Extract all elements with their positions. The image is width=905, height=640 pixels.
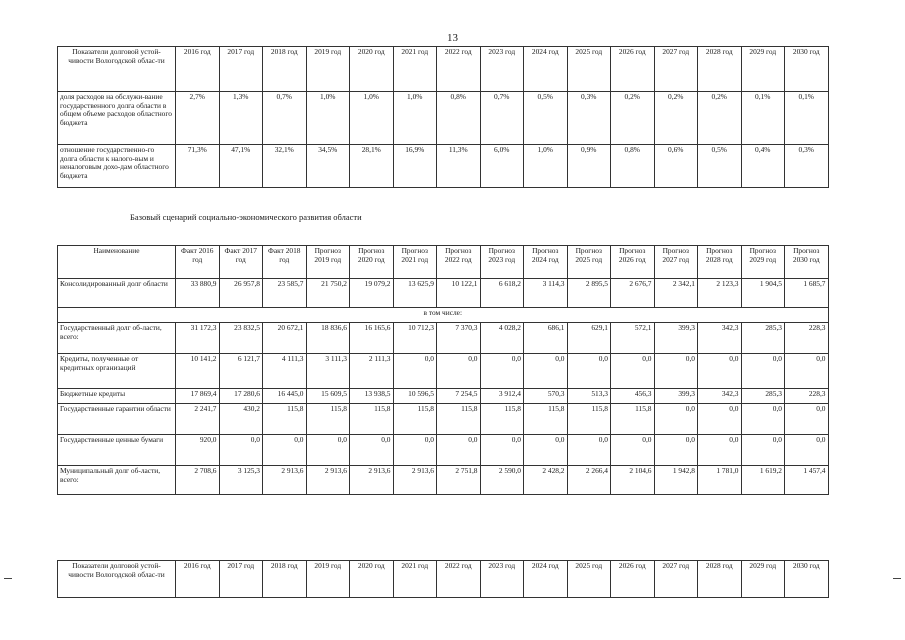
cell: 19 079,2 bbox=[350, 279, 394, 308]
header-col: 2022 год bbox=[437, 47, 481, 92]
cell: 2 913,6 bbox=[350, 466, 394, 495]
cell: 2 123,3 bbox=[698, 279, 742, 308]
header-col: Факт 2016 год bbox=[176, 246, 220, 279]
including-label: в том числе: bbox=[58, 308, 829, 323]
cell: 33 880,9 bbox=[176, 279, 220, 308]
header-col: 2029 год bbox=[741, 561, 785, 598]
cell: 0,9% bbox=[567, 145, 611, 188]
cell: 21 750,2 bbox=[306, 279, 350, 308]
row-label: Государственный долг об-ласти, всего: bbox=[58, 323, 176, 354]
cell: 0,0 bbox=[567, 435, 611, 466]
table-header-row bbox=[58, 47, 829, 92]
cell: 0,8% bbox=[611, 145, 655, 188]
cell: 2 111,3 bbox=[350, 354, 394, 389]
cell: 0,0 bbox=[611, 354, 655, 389]
table-row bbox=[58, 92, 829, 145]
cell: 0,2% bbox=[611, 92, 655, 145]
cell: 23 832,5 bbox=[219, 323, 263, 354]
cell: 1 619,2 bbox=[741, 466, 785, 495]
table-header-row bbox=[58, 561, 829, 598]
cell: 7 254,5 bbox=[437, 389, 481, 404]
debt-sustainability-table bbox=[57, 46, 829, 188]
debt-sustainability-table-continued bbox=[57, 560, 829, 598]
cell: 0,3% bbox=[567, 92, 611, 145]
cell: 23 585,7 bbox=[263, 279, 307, 308]
cell: 0,0 bbox=[480, 435, 524, 466]
cell: 2 241,7 bbox=[176, 404, 220, 435]
cell: 1 904,5 bbox=[741, 279, 785, 308]
cell: 0,0 bbox=[393, 435, 437, 466]
cell: 1 942,8 bbox=[654, 466, 698, 495]
right-edge-mark bbox=[893, 578, 901, 579]
cell: 2 676,7 bbox=[611, 279, 655, 308]
cell: 2 751,8 bbox=[437, 466, 481, 495]
cell: 115,8 bbox=[567, 404, 611, 435]
cell: 0,2% bbox=[654, 92, 698, 145]
table-row-guarantees bbox=[58, 404, 829, 435]
header-col: Прогноз 2025 год bbox=[567, 246, 611, 279]
cell: 570,3 bbox=[524, 389, 568, 404]
header-col: 2023 год bbox=[480, 47, 524, 92]
header-col: 2027 год bbox=[654, 561, 698, 598]
header-col: 2030 год bbox=[785, 47, 829, 92]
table-row-state-debt bbox=[58, 323, 829, 354]
header-col: 2022 год bbox=[437, 561, 481, 598]
cell: 572,1 bbox=[611, 323, 655, 354]
cell: 10 141,2 bbox=[176, 354, 220, 389]
header-col: 2028 год bbox=[698, 47, 742, 92]
cell: 399,3 bbox=[654, 389, 698, 404]
header-col: 2025 год bbox=[567, 561, 611, 598]
header-col: 2019 год bbox=[306, 561, 350, 598]
cell: 115,8 bbox=[263, 404, 307, 435]
cell: 0,6% bbox=[654, 145, 698, 188]
cell: 0,0 bbox=[524, 354, 568, 389]
row-label: доля расходов на обслужи-вание государственного долга области в общем объеме расходов областного бюджета bbox=[58, 92, 176, 145]
header-col: Прогноз 2024 год bbox=[524, 246, 568, 279]
header-col: 2020 год bbox=[350, 561, 394, 598]
cell: 2 913,6 bbox=[306, 466, 350, 495]
header-col: Факт 2017 год bbox=[219, 246, 263, 279]
cell: 0,0 bbox=[480, 354, 524, 389]
table-row bbox=[58, 145, 829, 188]
cell: 16 445,0 bbox=[263, 389, 307, 404]
header-col: 2019 год bbox=[306, 47, 350, 92]
cell: 10 122,1 bbox=[437, 279, 481, 308]
cell: 1 781,0 bbox=[698, 466, 742, 495]
header-col: Прогноз 2029 год bbox=[741, 246, 785, 279]
cell: 18 836,6 bbox=[306, 323, 350, 354]
cell: 2 913,6 bbox=[393, 466, 437, 495]
cell: 31 172,3 bbox=[176, 323, 220, 354]
header-col: 2027 год bbox=[654, 47, 698, 92]
header-col: 2023 год bbox=[480, 561, 524, 598]
debt-structure-table bbox=[57, 245, 829, 495]
cell: 115,8 bbox=[393, 404, 437, 435]
cell: 17 280,6 bbox=[219, 389, 263, 404]
cell: 10 712,3 bbox=[393, 323, 437, 354]
cell: 0,0 bbox=[785, 404, 829, 435]
header-col: 2017 год bbox=[219, 47, 263, 92]
cell: 2 104,6 bbox=[611, 466, 655, 495]
cell: 0,0 bbox=[654, 435, 698, 466]
cell: 0,0 bbox=[393, 354, 437, 389]
cell: 47,1% bbox=[219, 145, 263, 188]
header-col: Прогноз 2019 год bbox=[306, 246, 350, 279]
header-col: Прогноз 2028 год bbox=[698, 246, 742, 279]
cell: 0,5% bbox=[698, 145, 742, 188]
cell: 2 342,1 bbox=[654, 279, 698, 308]
cell: 3 912,4 bbox=[480, 389, 524, 404]
cell: 3 114,3 bbox=[524, 279, 568, 308]
header-label: Наименование bbox=[58, 246, 176, 279]
cell: 0,4% bbox=[741, 145, 785, 188]
cell: 0,0 bbox=[611, 435, 655, 466]
cell: 15 609,5 bbox=[306, 389, 350, 404]
cell: 342,3 bbox=[698, 389, 742, 404]
cell: 0,7% bbox=[263, 92, 307, 145]
page-number: 13 bbox=[447, 32, 458, 44]
cell: 115,8 bbox=[437, 404, 481, 435]
row-label: Государственные ценные бумаги bbox=[58, 435, 176, 466]
cell: 513,3 bbox=[567, 389, 611, 404]
header-label: Показатели долговой устой-чивости Вологодской облас-ти bbox=[58, 561, 176, 598]
cell: 228,3 bbox=[785, 389, 829, 404]
cell: 0,0 bbox=[437, 354, 481, 389]
table-row-securities bbox=[58, 435, 829, 466]
row-label: Кредиты, полученные от кредитных организаций bbox=[58, 354, 176, 389]
cell: 3 111,3 bbox=[306, 354, 350, 389]
cell: 0,0 bbox=[741, 354, 785, 389]
cell: 0,0 bbox=[437, 435, 481, 466]
header-col: Прогноз 2026 год bbox=[611, 246, 655, 279]
cell: 2 590,0 bbox=[480, 466, 524, 495]
header-col: 2018 год bbox=[263, 561, 307, 598]
cell: 456,3 bbox=[611, 389, 655, 404]
cell: 0,5% bbox=[524, 92, 568, 145]
cell: 0,7% bbox=[480, 92, 524, 145]
row-label: Бюджетные кредиты bbox=[58, 389, 176, 404]
cell: 71,3% bbox=[176, 145, 220, 188]
cell: 920,0 bbox=[176, 435, 220, 466]
row-label: Государственные гарантии области bbox=[58, 404, 176, 435]
header-col: 2026 год bbox=[611, 561, 655, 598]
cell: 20 672,1 bbox=[263, 323, 307, 354]
table-row-consolidated bbox=[58, 279, 829, 308]
cell: 115,8 bbox=[306, 404, 350, 435]
cell: 686,1 bbox=[524, 323, 568, 354]
cell: 1 685,7 bbox=[785, 279, 829, 308]
cell: 228,3 bbox=[785, 323, 829, 354]
cell: 2 708,6 bbox=[176, 466, 220, 495]
cell: 0,0 bbox=[741, 435, 785, 466]
cell: 0,8% bbox=[437, 92, 481, 145]
header-col: Прогноз 2021 год bbox=[393, 246, 437, 279]
header-col: 2024 год bbox=[524, 561, 568, 598]
table-row-municipal bbox=[58, 466, 829, 495]
header-col: 2021 год bbox=[393, 561, 437, 598]
cell: 3 125,3 bbox=[219, 466, 263, 495]
cell: 2,7% bbox=[176, 92, 220, 145]
table-header-row bbox=[58, 246, 829, 279]
cell: 285,3 bbox=[741, 389, 785, 404]
header-col: Факт 2018 год bbox=[263, 246, 307, 279]
cell: 115,8 bbox=[524, 404, 568, 435]
cell: 26 957,8 bbox=[219, 279, 263, 308]
cell: 2 428,2 bbox=[524, 466, 568, 495]
cell: 1,0% bbox=[350, 92, 394, 145]
header-col: 2021 год bbox=[393, 47, 437, 92]
cell: 10 596,5 bbox=[393, 389, 437, 404]
cell: 115,8 bbox=[611, 404, 655, 435]
header-col: Прогноз 2022 год bbox=[437, 246, 481, 279]
header-col: 2024 год bbox=[524, 47, 568, 92]
cell: 16 165,6 bbox=[350, 323, 394, 354]
scenario-caption: Базовый сценарий социально-экономического развития области bbox=[130, 212, 362, 222]
cell: 0,0 bbox=[567, 354, 611, 389]
cell: 1 457,4 bbox=[785, 466, 829, 495]
cell: 430,2 bbox=[219, 404, 263, 435]
cell: 0,0 bbox=[698, 435, 742, 466]
cell: 7 370,3 bbox=[437, 323, 481, 354]
header-col: 2029 год bbox=[741, 47, 785, 92]
cell: 1,0% bbox=[306, 92, 350, 145]
cell: 629,1 bbox=[567, 323, 611, 354]
cell: 0,1% bbox=[785, 92, 829, 145]
cell: 0,0 bbox=[219, 435, 263, 466]
left-edge-mark bbox=[4, 578, 12, 579]
cell: 0,0 bbox=[698, 404, 742, 435]
header-col: Прогноз 2027 год bbox=[654, 246, 698, 279]
cell: 0,0 bbox=[785, 354, 829, 389]
cell: 115,8 bbox=[350, 404, 394, 435]
row-label: отношение государственно-го долга области к налого-вым и неналоговым дохо-дам областного бюджета bbox=[58, 145, 176, 188]
cell: 0,2% bbox=[698, 92, 742, 145]
cell: 4 028,2 bbox=[480, 323, 524, 354]
cell: 11,3% bbox=[437, 145, 481, 188]
cell: 1,3% bbox=[219, 92, 263, 145]
header-col: 2020 год bbox=[350, 47, 394, 92]
cell: 13 625,9 bbox=[393, 279, 437, 308]
header-col: Прогноз 2020 год bbox=[350, 246, 394, 279]
cell: 0,0 bbox=[741, 404, 785, 435]
table-row-including bbox=[58, 308, 829, 323]
cell: 32,1% bbox=[263, 145, 307, 188]
cell: 6 121,7 bbox=[219, 354, 263, 389]
header-col: 2026 год bbox=[611, 47, 655, 92]
cell: 2 913,6 bbox=[263, 466, 307, 495]
cell: 13 938,5 bbox=[350, 389, 394, 404]
cell: 34,5% bbox=[306, 145, 350, 188]
cell: 1,0% bbox=[393, 92, 437, 145]
row-label: Консолидированный долг области bbox=[58, 279, 176, 308]
table-row-credit-org bbox=[58, 354, 829, 389]
cell: 0,0 bbox=[350, 435, 394, 466]
header-col: 2018 год bbox=[263, 47, 307, 92]
header-col: 2030 год bbox=[785, 561, 829, 598]
header-col: 2025 год bbox=[567, 47, 611, 92]
cell: 0,0 bbox=[306, 435, 350, 466]
header-col: 2016 год bbox=[176, 561, 220, 598]
cell: 399,3 bbox=[654, 323, 698, 354]
header-col: 2017 год bbox=[219, 561, 263, 598]
cell: 0,0 bbox=[785, 435, 829, 466]
header-col: Прогноз 2030 год bbox=[785, 246, 829, 279]
cell: 0,0 bbox=[654, 404, 698, 435]
cell: 6 618,2 bbox=[480, 279, 524, 308]
header-col: 2028 год bbox=[698, 561, 742, 598]
cell: 6,0% bbox=[480, 145, 524, 188]
cell: 0,1% bbox=[741, 92, 785, 145]
header-col: 2016 год bbox=[176, 47, 220, 92]
cell: 17 869,4 bbox=[176, 389, 220, 404]
header-label: Показатели долговой устой-чивости Вологодской облас-ти bbox=[58, 47, 176, 92]
cell: 2 266,4 bbox=[567, 466, 611, 495]
cell: 0,3% bbox=[785, 145, 829, 188]
cell: 285,3 bbox=[741, 323, 785, 354]
cell: 16,9% bbox=[393, 145, 437, 188]
cell: 115,8 bbox=[480, 404, 524, 435]
cell: 1,0% bbox=[524, 145, 568, 188]
cell: 2 895,5 bbox=[567, 279, 611, 308]
cell: 342,3 bbox=[698, 323, 742, 354]
cell: 28,1% bbox=[350, 145, 394, 188]
row-label: Муниципальный долг об-ласти, всего: bbox=[58, 466, 176, 495]
cell: 0,0 bbox=[263, 435, 307, 466]
header-col: Прогноз 2023 год bbox=[480, 246, 524, 279]
cell: 0,0 bbox=[698, 354, 742, 389]
cell: 0,0 bbox=[654, 354, 698, 389]
cell: 4 111,3 bbox=[263, 354, 307, 389]
table-row-budget-credits bbox=[58, 389, 829, 404]
cell: 0,0 bbox=[524, 435, 568, 466]
